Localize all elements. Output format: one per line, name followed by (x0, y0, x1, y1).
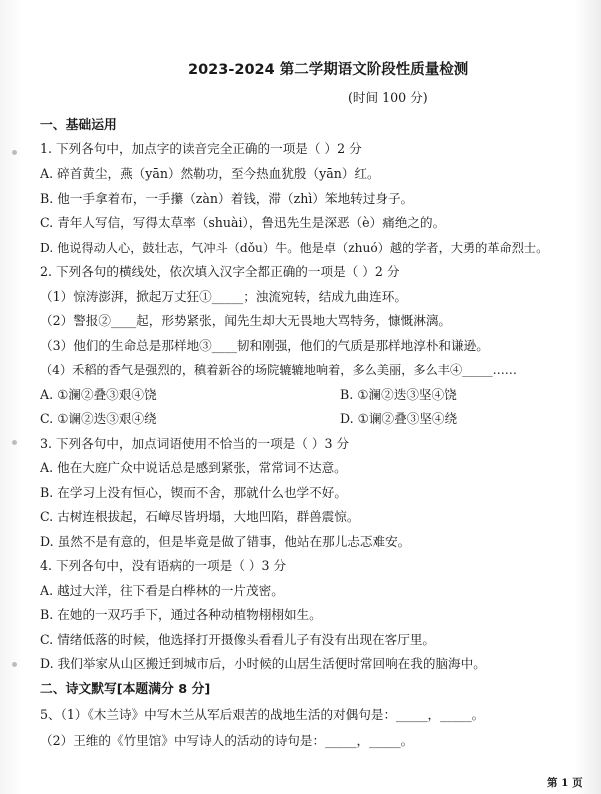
question-3-option-d: D. 虽然不是有意的，但是毕竟是做了错事，他站在那儿忐忑难安。 (40, 534, 411, 549)
question-1-option-d: D. 他说得动人心，鼓壮志，气冲斗（dǒu）牛。他是卓（zhuó）越的学者，大勇的革命烈士。 (40, 241, 549, 255)
question-4-option-c: C. 情绪低落的时候，他选择打开摄像头看看儿子有没有出现在客厅里。 (40, 632, 436, 647)
question-2-option-c: C. ①谰②迭③艰④绕 (40, 411, 157, 426)
question-2-item-2: （2）警报②____起，形势紧张，闻先生却大无畏地大骂特务，慷慨淋漓。 (40, 313, 452, 328)
exam-title: 2023-2024 第二学期语文阶段性质量检测 (188, 62, 469, 78)
question-2-option-a: A. ①澜②叠③艰④饶 (40, 387, 157, 402)
question-3-option-c: C. 古树连根拔起，石嶂尽皆坍塌，大地凹陷，群兽震惊。 (40, 509, 360, 524)
question-3-option-a: A. 他在大庭广众中说话总是感到紧张，常常词不达意。 (40, 460, 347, 475)
question-2-stem: 2. 下列各句的横线处，依次填入汉字全都正确的一项是（ ）2 分 (40, 264, 400, 279)
section-heading-basics: 一、基础运用 (40, 118, 117, 133)
question-2-option-d: D. ①谰②叠③坚④绕 (340, 411, 458, 426)
question-2-item-1: （1）惊涛澎湃，掀起万丈狂①_____；浊流宛转，结成九曲连环。 (40, 289, 407, 304)
page-number: 第 1 页 (547, 777, 583, 789)
question-4-option-a: A. 越过大洋，往下看是白桦林的一片茂密。 (40, 583, 284, 598)
binder-hole (12, 150, 17, 155)
question-4-option-b: B. 在她的一双巧手下，通过各种动植物栩栩如生。 (40, 607, 322, 622)
question-2-item-4: （4）禾稻的香气是强烈的，稹着新谷的场院辘辘地响着，多么美丽，多么丰④_____…… (40, 363, 517, 377)
question-1-option-a: A. 碎首黄尘，燕（yān）然勒功，至今热血犹殷（yān）红。 (40, 166, 380, 181)
question-1-option-c: C. 青年人写信，写得太草率（shuài），鲁迅先生是深恶（è）痛绝之的。 (40, 215, 446, 230)
binder-hole (12, 440, 17, 445)
question-3-option-b: B. 在学习上没有恒心，锲而不舍，那就什么也学不好。 (40, 485, 347, 500)
section-heading-recitation: 二、诗文默写[本题满分 8 分] (40, 682, 211, 697)
question-2-item-3: （3）他们的生命总是那样地③____韧和刚强，他们的气质是那样地淳朴和谦逊。 (40, 338, 489, 353)
question-4-stem: 4. 下列各句中，没有语病的一项是（ ）3 分 (40, 558, 287, 573)
exam-time: (时间 100 分) (348, 90, 428, 105)
question-5-part-2: （2）王维的《竹里馆》中写诗人的活动的诗句是：_____，_____。 (40, 733, 414, 748)
question-1-stem: 1. 下列各句中，加点字的读音完全正确的一项是（ ）2 分 (40, 141, 362, 156)
question-4-option-d: D. 我们举家从山区搬迁到城市后，小时候的山居生活便时常回响在我的脑海中。 (40, 656, 486, 671)
question-2-option-b: B. ①澜②迭③坚④饶 (340, 387, 457, 402)
question-3-stem: 3. 下列各句中，加点词语使用不恰当的一项是（ ）3 分 (40, 436, 350, 451)
question-1-option-b: B. 他一手拿着布，一手攥（zàn）着钱，滞（zhì）笨地转过身子。 (40, 191, 414, 206)
question-5-part-1: 5、（1）《木兰诗》中写木兰从军后艰苦的战地生活的对偶句是：_____，_____。 (40, 707, 485, 722)
binder-hole (12, 662, 17, 667)
